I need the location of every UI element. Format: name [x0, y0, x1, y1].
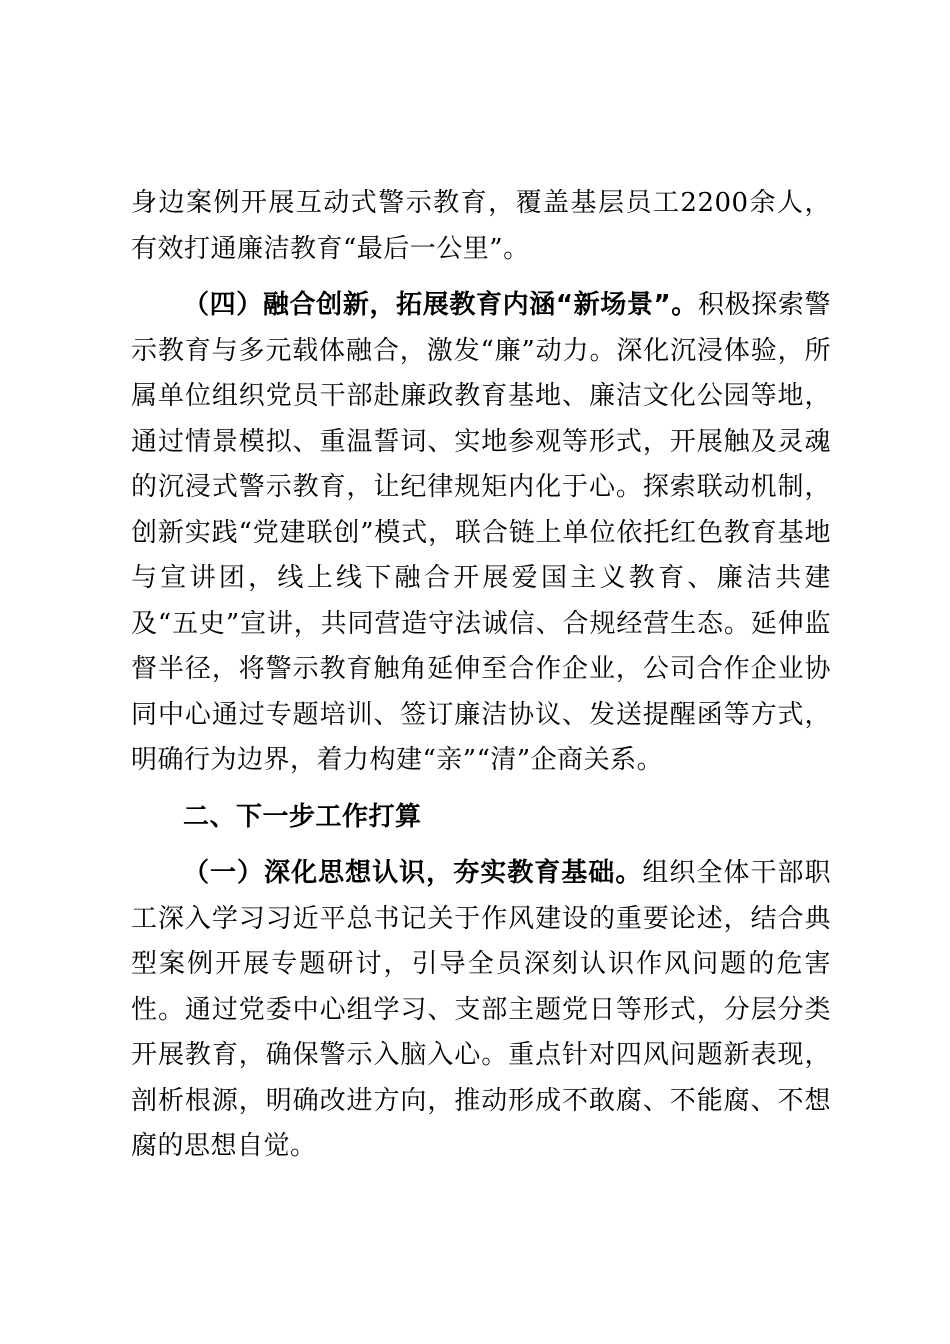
document-body [131, 181, 831, 1170]
paragraph-lead-heading: （一）深化思想认识，夯实教育基础。 [183, 858, 643, 888]
paragraph-lead-heading: （四）融合创新，拓展教育内涵“新场景”。 [183, 290, 698, 320]
paragraph-deepen-understanding [131, 851, 831, 1170]
paragraph-integration-innovation [131, 283, 831, 784]
paragraph-text: 积极探索警示教育与多元载体融合，激发“廉”动力。深化沉浸体验，所属单位组织党员干部赴廉政教育基地、廉洁文化公园等地，通过情景模拟、重温誓词、实地参观等形式，开展触及灵魂的沉浸式警示教育，让纪律规矩内化于心。探索联动机制，创新实践“党建联创”模式，联合链上单位依托红色教育基地与宣讲团，线上线下融合开展爱国主义教育、廉洁共建及“五史”宣讲，共同营造守法诚信、合规经营生态。延伸监督半径，将警示教育触角延伸至合作企业，公司合作企业协同中心通过专题培训、签订廉洁协议、发送提醒函等方式，明确行为边界，着力构建“亲”“清”企商关系。 [131, 290, 831, 775]
section-heading [131, 795, 831, 841]
paragraph-text: 身边案例开展互动式警示教育，覆盖基层员工2200余人，有效打通廉洁教育“最后一公里”。 [131, 188, 831, 264]
section-heading-text: 二、下一步工作打算 [183, 801, 422, 832]
paragraph-continuation [131, 181, 831, 272]
paragraph-text: 组织全体干部职工深入学习习近平总书记关于作风建设的重要论述，结合典型案例开展专题研讨，引导全员深刻认识作风问题的危害性。通过党委中心组学习、支部主题党日等形式，分层分类开展教育，确保警示入脑入心。重点针对四风问题新表现，剖析根源，明确改进方向，推动形成不敢腐、不能腐、不想腐的思想自觉。 [131, 858, 831, 1161]
